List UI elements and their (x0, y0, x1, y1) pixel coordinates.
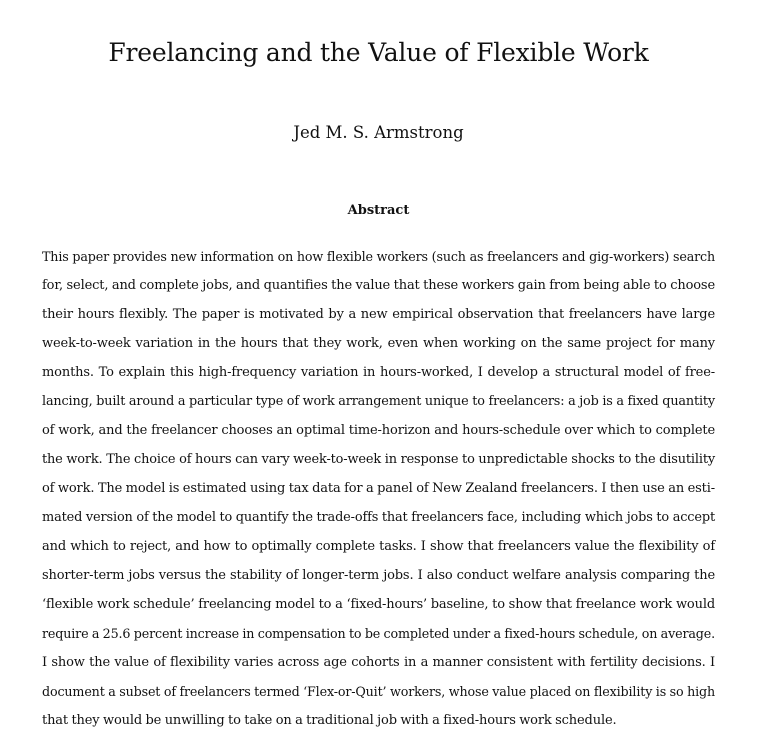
abstract-line: shorter-term jobs versus the stability of longer-term jobs. I also conduct welfare analysis comparing the (42, 568, 715, 583)
abstract-line: of work, and the freelancer chooses an optimal time-horizon and hours-schedule over which to complete (42, 423, 715, 438)
abstract-line: ‘flexible work schedule’ freelancing model to a ‘fixed-hours’ baseline, to show that freelance work would (42, 597, 715, 612)
abstract-line: week-to-week variation in the hours that they work, even when working on the same project for many (42, 336, 715, 351)
paper-title: Freelancing and the Value of Flexible Work (108, 38, 649, 67)
abstract-line: require a 25.6 percent increase in compensation to be completed under a fixed-hours schedule, on average. (42, 626, 715, 641)
abstract-line: and which to reject, and how to optimally complete tasks. I show that freelancers value the flexibility of (42, 539, 715, 554)
abstract-line: months. To explain this high-frequency variation in hours-worked, I develop a structural model of free- (42, 365, 715, 380)
abstract-body (42, 245, 715, 738)
author-name: Jed M. S. Armstrong (293, 123, 464, 142)
abstract-heading: Abstract (347, 203, 410, 218)
abstract-line: lancing, built around a particular type of work arrangement unique to freelancers: a job is a fixed quantity (42, 394, 715, 409)
abstract-line: mated version of the model to quantify the trade-offs that freelancers face, including which jobs to accept (42, 510, 715, 525)
abstract-line: for, select, and complete jobs, and quantifies the value that these workers gain from being able to choose (42, 278, 715, 293)
abstract-line: their hours flexibly. The paper is motivated by a new empirical observation that freelancers have large (42, 307, 715, 322)
abstract-line: of work. The model is estimated using tax data for a panel of New Zealand freelancers. I then use an esti- (42, 481, 715, 496)
abstract-line: that they would be unwilling to take on a traditional job with a fixed-hours work schedule. (42, 713, 617, 728)
abstract-line: document a subset of freelancers termed ‘Flex-or-Quit’ workers, whose value placed on flexibility is so high (42, 684, 715, 699)
abstract-line: the work. The choice of hours can vary week-to-week in response to unpredictable shocks to the disutility (42, 452, 715, 467)
abstract-line: This paper provides new information on how flexible workers (such as freelancers and gig-workers) search (42, 249, 715, 264)
abstract-line: I show the value of flexibility varies across age cohorts in a manner consistent with fertility decisions. I (42, 655, 715, 670)
